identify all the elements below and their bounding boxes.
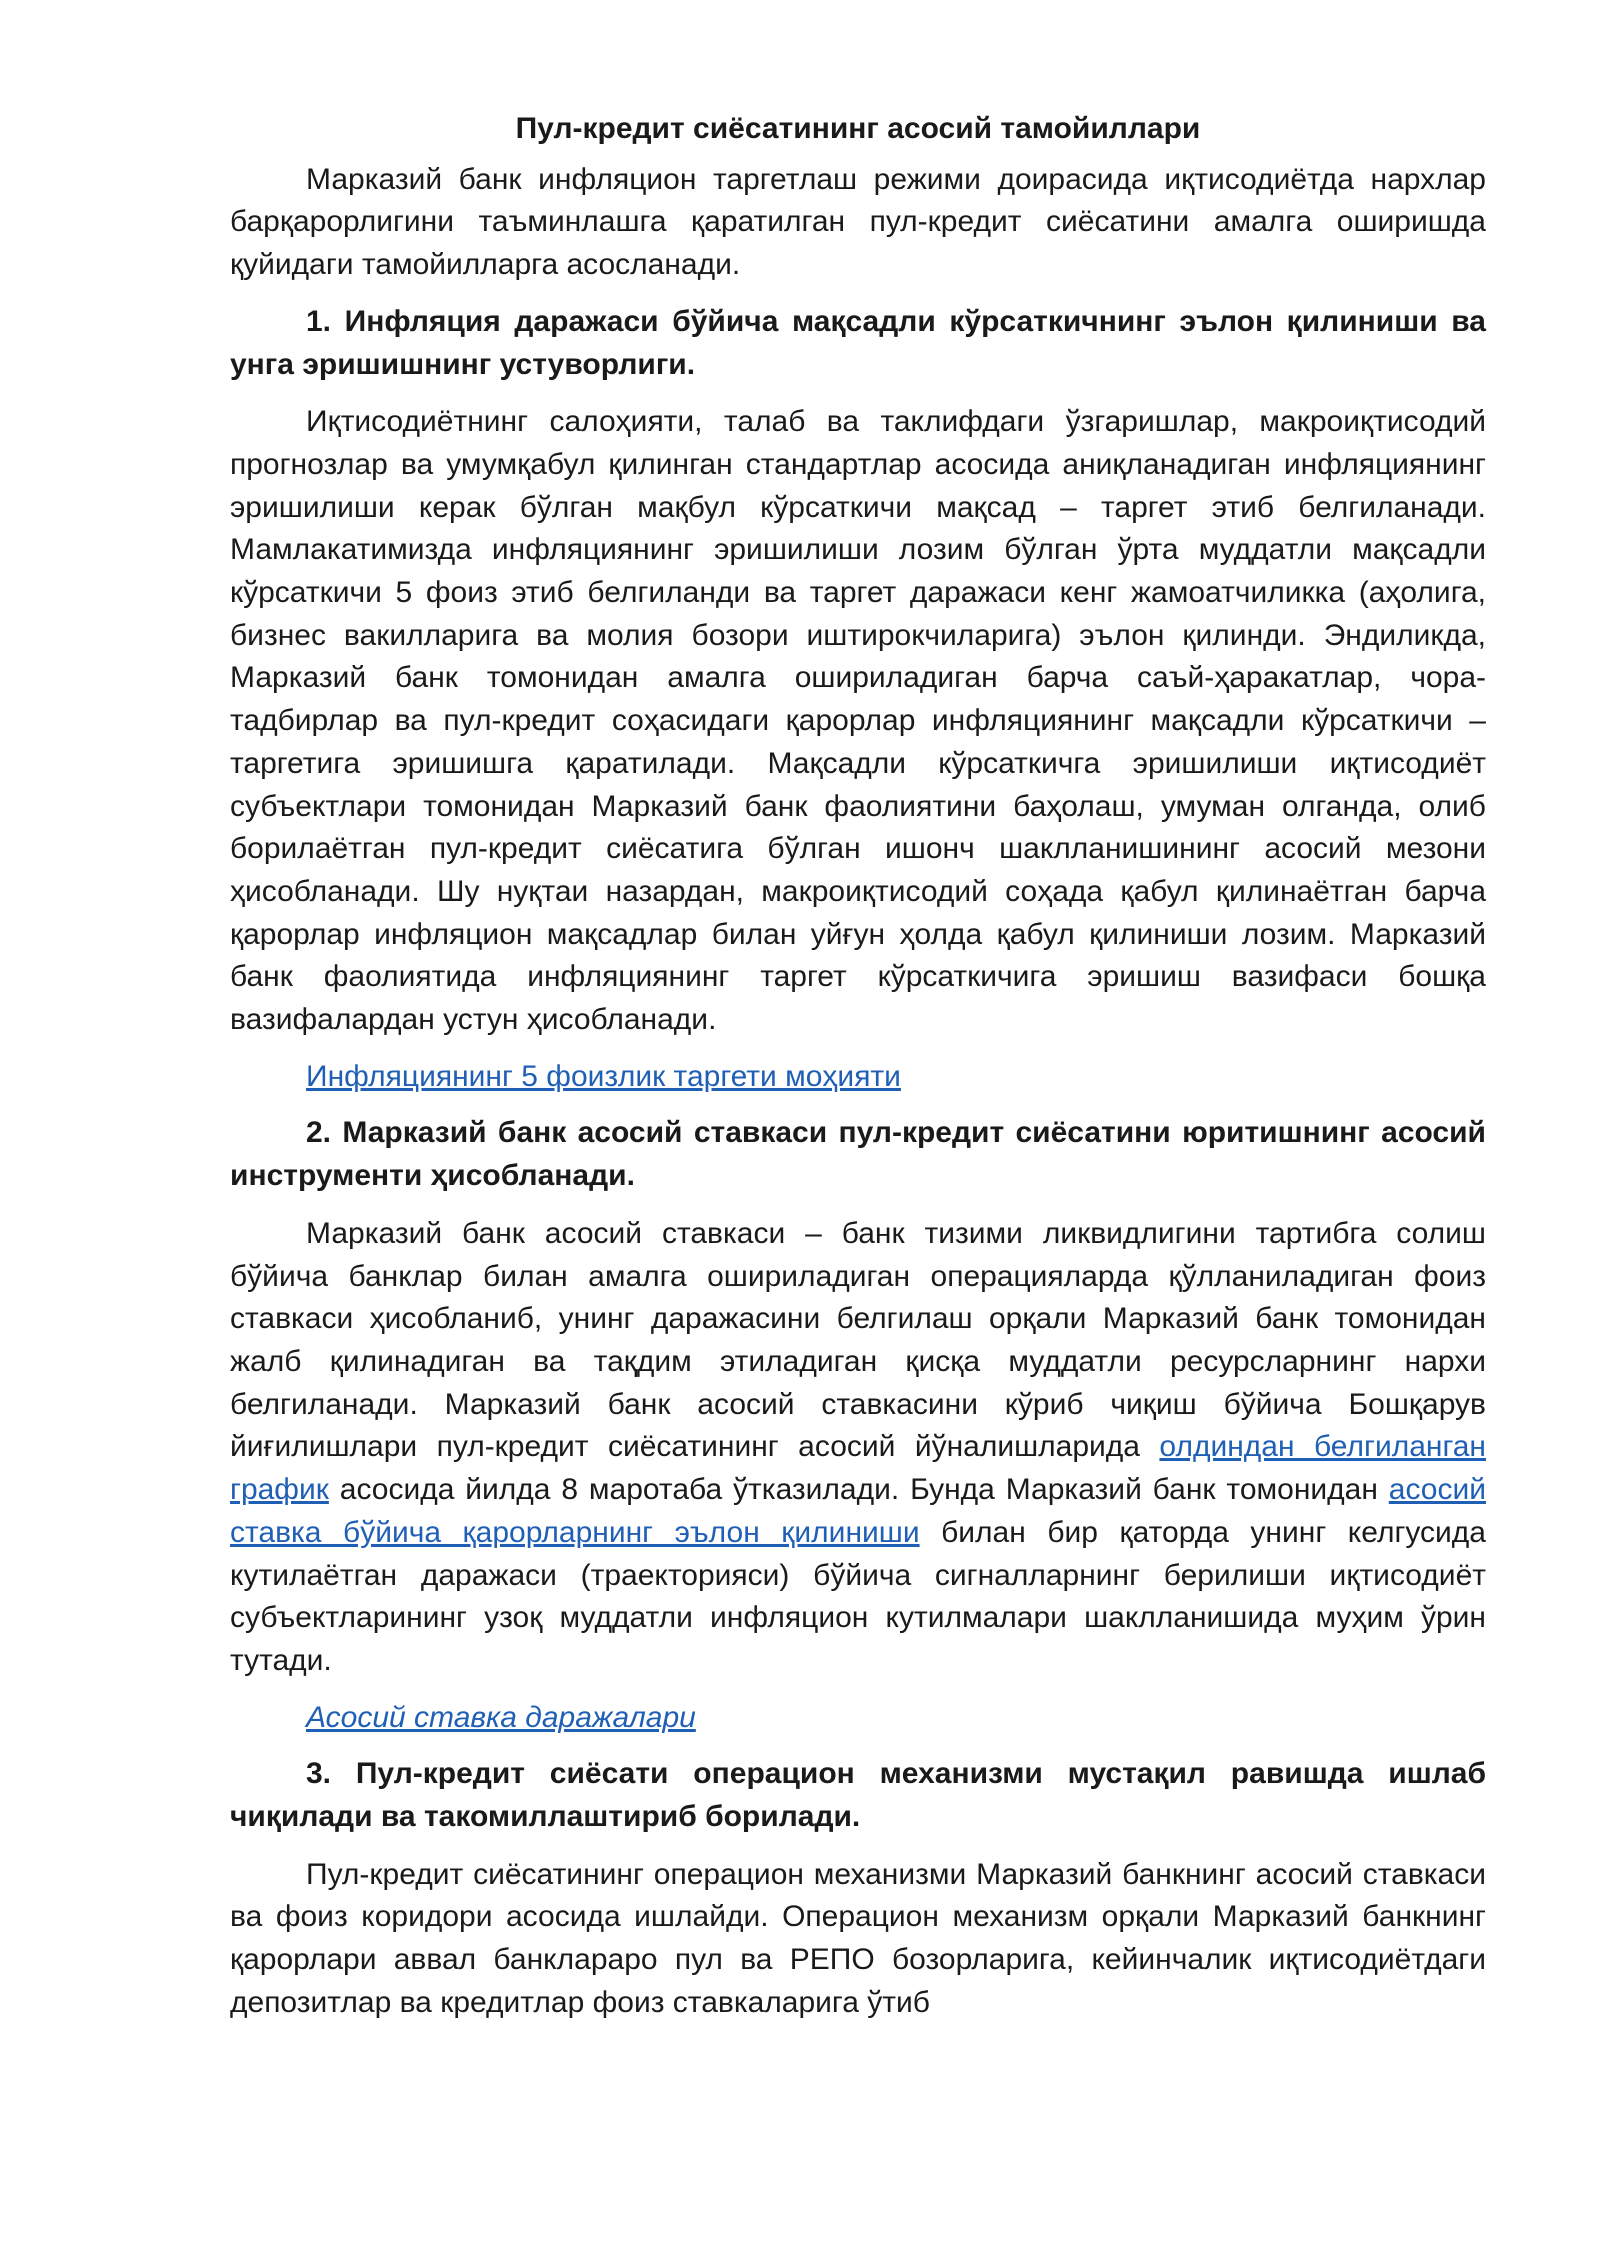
- section-1-paragraph: Иқтисодиётнинг салоҳияти, талаб ва таклифдаги ўзгаришлар, макроиқтисодий прогнозлар ва умумқабул қилинган стандартлар асосида аниқланадиган инфляциянинг эришилиши керак бўлган мақбул кўрсаткичи мақсад – таргет этиб белгиланади. Мамлакатимизда инфляциянинг эришилиши лозим бўлган ўрта муддатли мақсадли кўрсаткичи 5 фоиз этиб белгиланди ва таргет даражаси кенг жамоатчиликка (аҳолига, бизнес вакилларига ва молия бозори иштирокчиларига) эълон қилинди. Эндиликда, Марказий банк томонидан амалга ошириладиган барча саъй-ҳаракатлар, чора-тадбирлар ва пул-кредит соҳасидаги қарорлар инфляциянинг мақсадли кўрсаткичи – таргетига эришишга қаратилади. Мақсадли кўрсаткичга эришилиши иқтисодиёт субъектлари томонидан Марказий банк фаолиятини баҳолаш, умуман олганда, олиб борилаётган пул-кредит сиёсатига бўлган ишонч шаклланишининг асосий мезони ҳисобланади. Шу нуқтаи назардан, макроиқтисодий соҳада қабул қилинаётган барча қарорлар инфляцион мақсадлар билан уйғун ҳолда қабул қилиниши лозим. Марказий банк фаолиятида инфляциянинг таргет кўрсаткичига эришиш вазифаси бошқа вазифалардан устун ҳисобланади.: [230, 405, 1486, 1037]
- section-2-link-line: [230, 1697, 1486, 1740]
- section-2-text-part1: Марказий банк асосий ставкаси – банк тизими ликвидлигини тартибга солиш бўйича банклар билан амалга ошириладиган операцияларда қўлланиладиган фоиз ставкаси ҳисобланиб, унинг даражасини белгилаш орқали Марказий банк томонидан жалб қилинадиган ва тақдим этиладиган қисқа муддатли ресурсларнинг нархи белгиланади. Марказий банк асосий ставкасини кўриб чиқиш бўйича Бошқарув йиғилишлари пул-кредит сиёсатининг асосий йўналишларида: [230, 1216, 1486, 1464]
- section-2-heading: 2. Марказий банк асосий ставкаси пул-кредит сиёсатини юритишнинг асосий инструменти ҳисобланади.: [230, 1116, 1486, 1193]
- section-1-heading: 1. Инфляция даражаси бўйича мақсадли кўрсаткичнинг эълон қилиниши ва унга эришишнинг устуворлиги.: [230, 304, 1486, 381]
- section-2-paragraph: [230, 1213, 1486, 1683]
- section-1-link-line: [230, 1056, 1486, 1099]
- rate-decisions-link[interactable]: асосий ставка бўйича қарорларнинг эълон қилиниши: [230, 1473, 1486, 1549]
- section-3-paragraph: Пул-кредит сиёсатининг операцион механизми Марказий банкнинг асосий ставкаси ва фоиз коридори асосида ишлайди. Операцион механизм орқали Марказий банкнинг қарорлари аввал банклараро пул ва РЕПО бозорларига, кейинчалик иқтисодиётдаги депозитлар ва кредитлар фоиз ставкаларига ўтиб: [230, 1857, 1486, 2019]
- intro-paragraph: Марказий банк инфляцион таргетлаш режими доирасида иқтисодиётда нархлар барқарорлигини таъминлашга қаратилган пул-кредит сиёсатини амалга оширишда қуйидаги тамойилларга асосланади.: [230, 162, 1486, 282]
- document-title: Пул-кредит сиёсатининг асосий тамойиллари: [515, 112, 1201, 145]
- section-2-text-part3: билан бир қаторда унинг келгусида кутилаётган даражаси (траекторияси) бўйича сигналларнинг берилиши иқтисодиёт субъектларининг узоқ муддатли инфляцион кутилмалари шаклланишида муҳим ўрин тутади.: [230, 1515, 1486, 1677]
- schedule-link[interactable]: олдиндан белгиланган график: [230, 1430, 1486, 1507]
- section-2-text-part2: асосида йилда 8 маротаба ўтказилади. Бунда Марказий банк томонидан: [328, 1473, 1389, 1507]
- section-3-heading: 3. Пул-кредит сиёсати операцион механизми мустақил равишда ишлаб чиқилади ва такомиллаштириб борилади.: [230, 1757, 1486, 1834]
- inflation-target-link[interactable]: Инфляциянинг 5 фоизлик таргети моҳияти: [306, 1059, 901, 1093]
- key-rate-levels-link[interactable]: Асосий ставка даражалари: [306, 1700, 696, 1734]
- document-page: [230, 108, 1486, 2039]
